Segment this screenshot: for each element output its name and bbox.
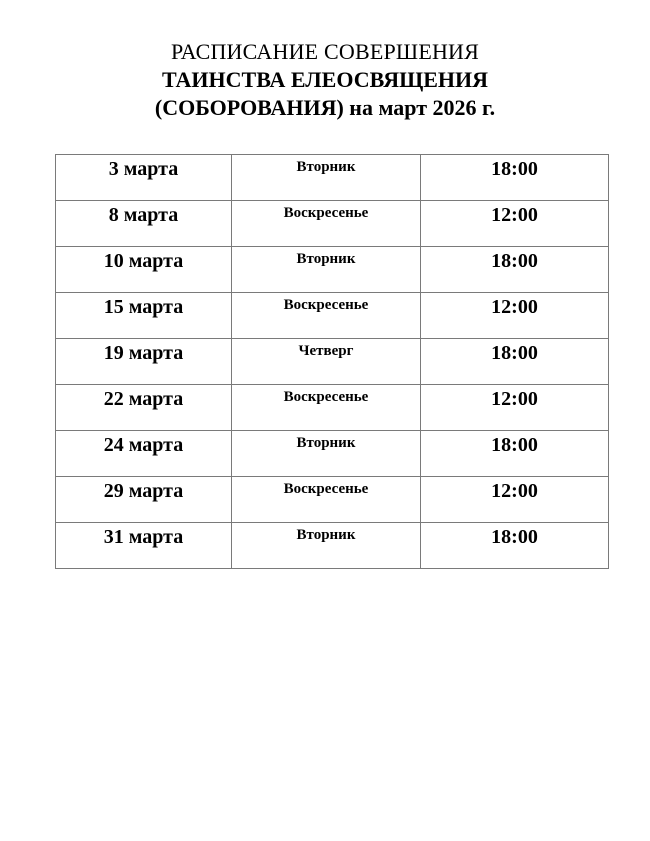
date-cell: 19 марта — [56, 339, 232, 385]
time-cell: 18:00 — [421, 155, 609, 201]
table-row — [56, 155, 609, 201]
date-cell: 3 марта — [56, 155, 232, 201]
time-cell: 12:00 — [421, 201, 609, 247]
date-cell: 22 марта — [56, 385, 232, 431]
weekday-cell: Вторник — [232, 431, 421, 477]
weekday-cell: Воскресенье — [232, 293, 421, 339]
time-cell: 12:00 — [421, 385, 609, 431]
weekday-cell: Четверг — [232, 339, 421, 385]
title-line-3: (СОБОРОВАНИЯ) на март 2026 г. — [154, 95, 496, 120]
time-cell: 18:00 — [421, 523, 609, 569]
table-row — [56, 523, 609, 569]
date-cell: 24 марта — [56, 431, 232, 477]
title-line-2: ТАИНСТВА ЕЛЕОСВЯЩЕНИЯ — [161, 67, 489, 92]
weekday-cell: Вторник — [232, 155, 421, 201]
weekday-cell: Воскресенье — [232, 385, 421, 431]
schedule-table — [55, 154, 609, 569]
weekday-cell: Вторник — [232, 247, 421, 293]
date-cell: 15 марта — [56, 293, 232, 339]
document-title — [0, 38, 650, 122]
date-cell: 31 марта — [56, 523, 232, 569]
time-cell: 12:00 — [421, 477, 609, 523]
time-cell: 18:00 — [421, 431, 609, 477]
date-cell: 8 марта — [56, 201, 232, 247]
title-line-1: РАСПИСАНИЕ СОВЕРШЕНИЯ — [170, 39, 480, 64]
weekday-cell: Воскресенье — [232, 201, 421, 247]
table-row — [56, 339, 609, 385]
time-cell: 18:00 — [421, 247, 609, 293]
time-cell: 12:00 — [421, 293, 609, 339]
table-row — [56, 247, 609, 293]
table-row — [56, 201, 609, 247]
time-cell: 18:00 — [421, 339, 609, 385]
weekday-cell: Воскресенье — [232, 477, 421, 523]
table-row — [56, 385, 609, 431]
table-row — [56, 293, 609, 339]
table-row — [56, 477, 609, 523]
table-row — [56, 431, 609, 477]
date-cell: 29 марта — [56, 477, 232, 523]
date-cell: 10 марта — [56, 247, 232, 293]
weekday-cell: Вторник — [232, 523, 421, 569]
